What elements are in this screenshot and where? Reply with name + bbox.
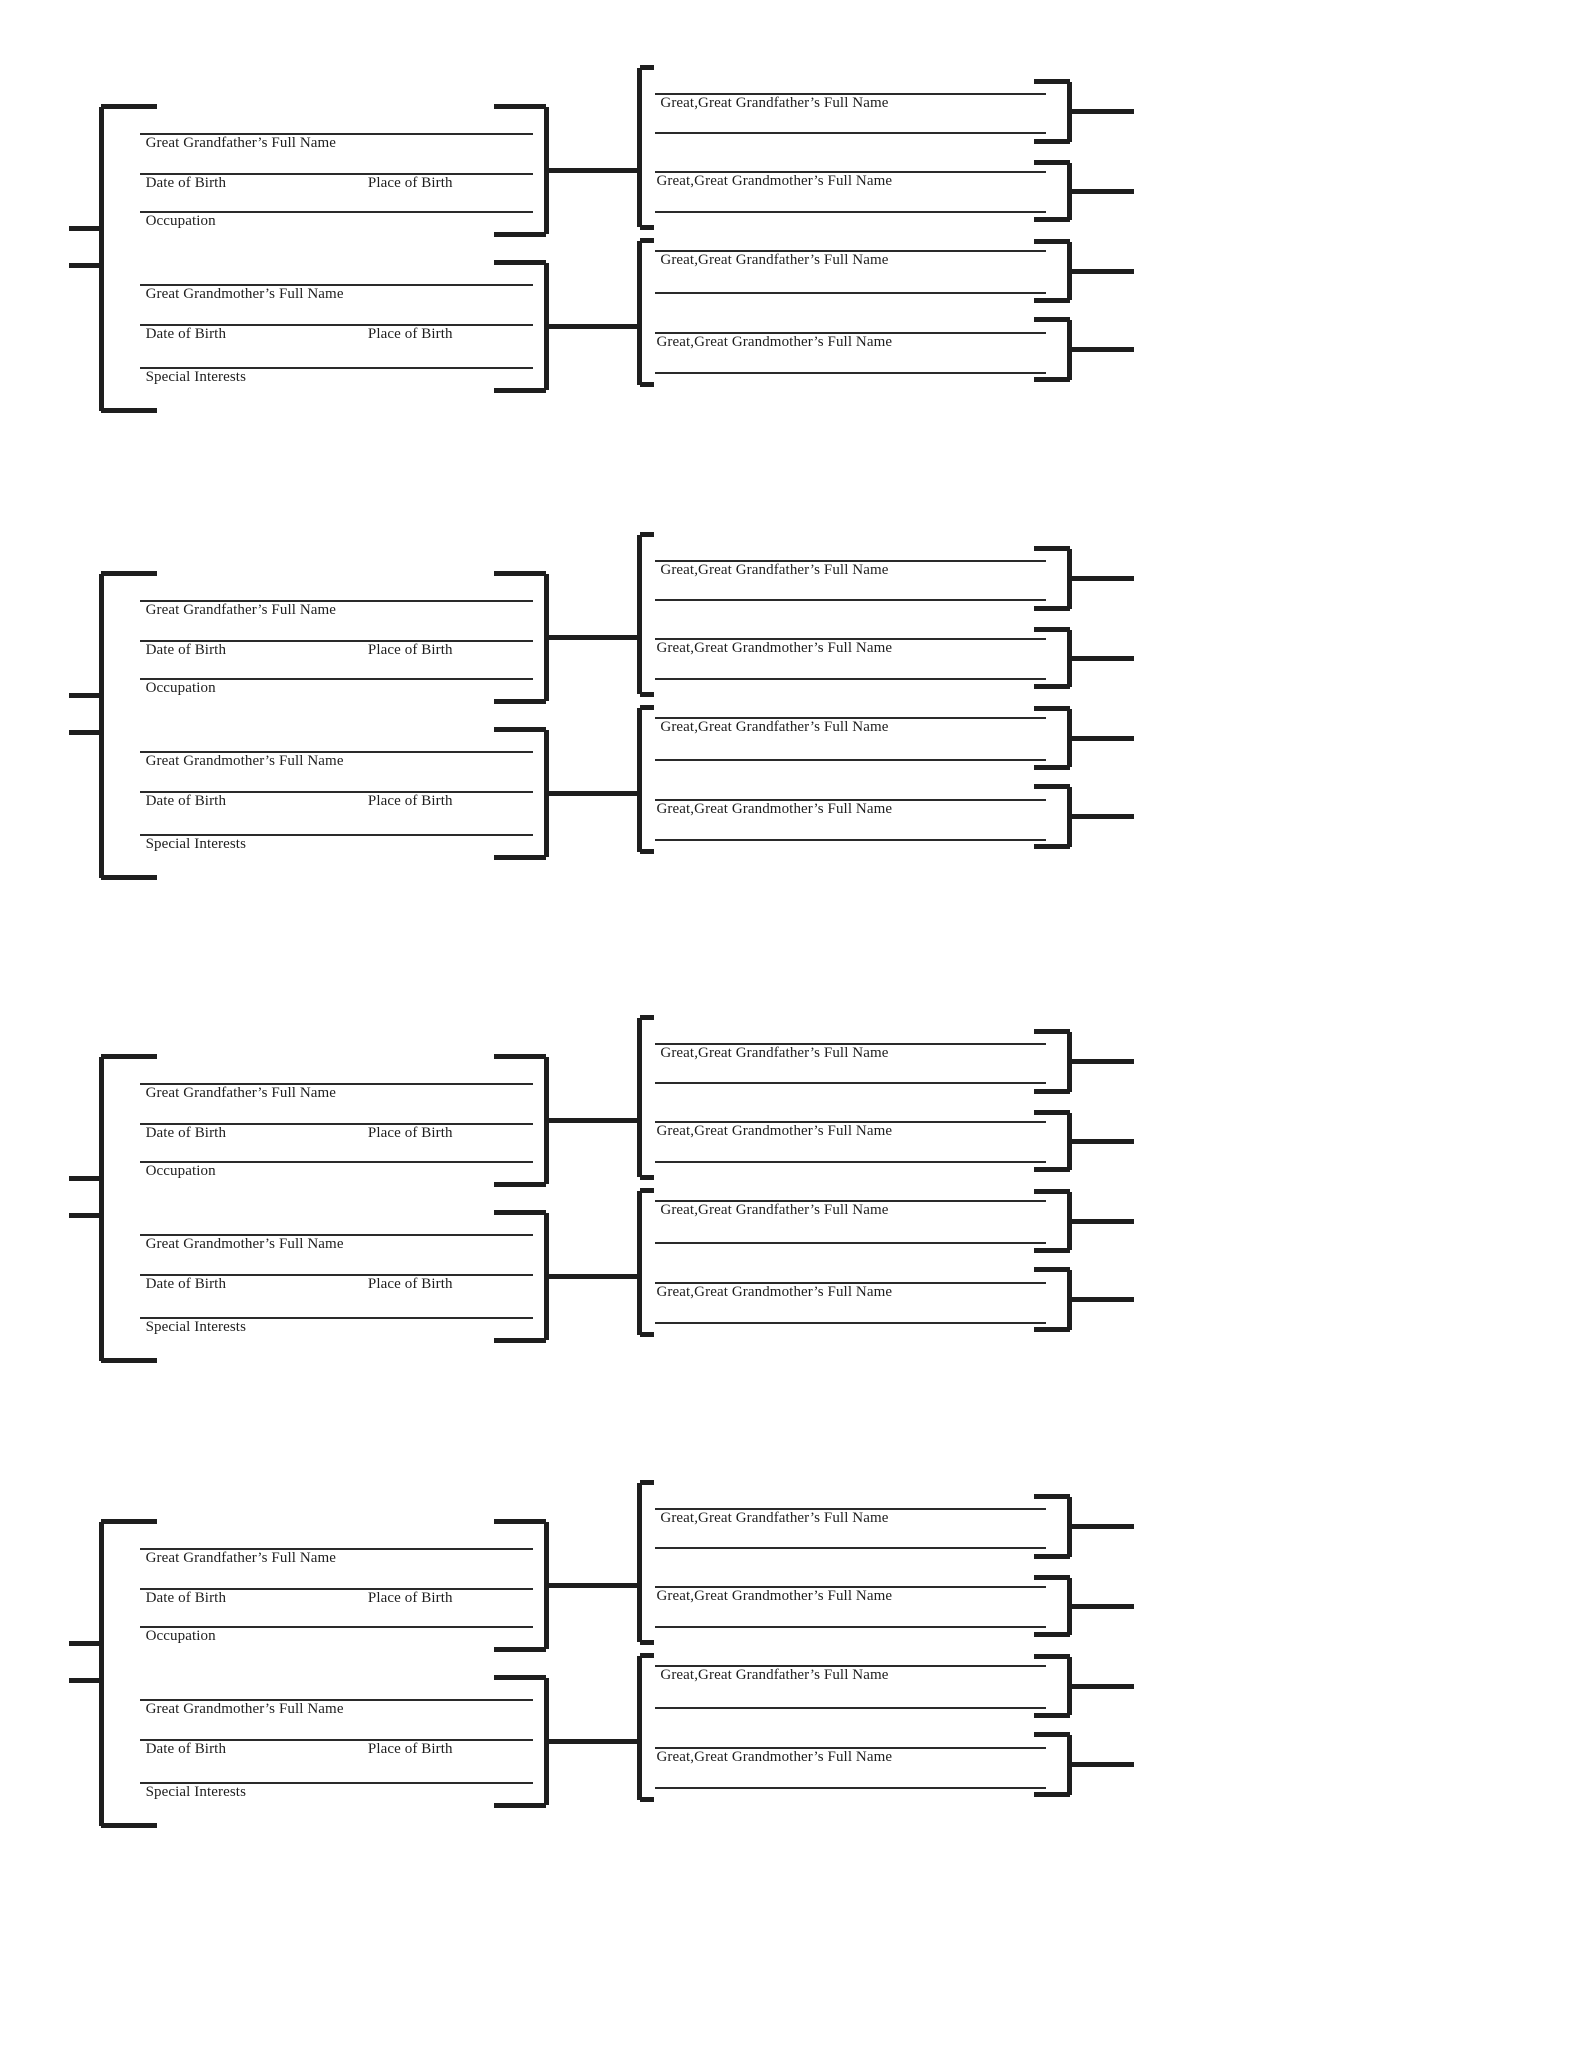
great-grandfather-name-label: Great Grandfather’s Full Name: [145, 601, 337, 618]
great-grandmother-name-label: Great Grandmother’s Full Name: [145, 285, 344, 302]
special-interests-label: Special Interests: [145, 835, 247, 852]
great-grandfather-name-label: Great Grandfather’s Full Name: [145, 134, 337, 151]
small-bracket-stub: [1070, 189, 1134, 194]
entry-field[interactable]: [655, 1637, 1046, 1663]
occupation-label: Occupation: [145, 679, 216, 696]
small-bracket-stub: [1070, 269, 1134, 274]
outer-bracket-stub: [69, 1678, 102, 1683]
family-branch-section: [0, 0, 1588, 430]
entry-field[interactable]: [655, 1480, 1046, 1506]
right-bracket-spine: [637, 241, 642, 385]
great-grandfather-name-label: Great Grandfather’s Full Name: [145, 1549, 337, 1566]
great-grandmother-name-label: Great Grandmother’s Full Name: [145, 1700, 344, 1717]
entry-rule: [655, 132, 1046, 134]
place-of-birth-label: Place of Birth: [367, 1276, 453, 1292]
entry-field[interactable]: [140, 1520, 533, 1546]
entry-field[interactable]: [140, 1754, 533, 1780]
entry-field[interactable]: [140, 183, 533, 209]
great-great-grandfather-name-label: Great,Great Grandfather’s Full Name: [660, 1509, 889, 1526]
outer-bracket-stub: [69, 1641, 102, 1646]
small-bracket-bottom: [1034, 1248, 1070, 1253]
small-bracket-stub: [1070, 1219, 1134, 1224]
middle-bracket-bottom: [494, 388, 546, 393]
right-bracket-top: [640, 532, 654, 537]
entry-field[interactable]: [655, 532, 1046, 558]
small-bracket-stub: [1070, 1762, 1134, 1767]
great-great-grandfather-name-label: Great,Great Grandfather’s Full Name: [660, 1201, 889, 1218]
great-great-grandfather-name-label: Great,Great Grandfather’s Full Name: [660, 1666, 889, 1683]
right-bracket-spine: [637, 1018, 642, 1178]
special-interests-label: Special Interests: [145, 1783, 247, 1800]
right-bracket-bottom: [640, 382, 654, 387]
entry-field[interactable]: [655, 1015, 1046, 1041]
middle-bracket-bottom: [494, 1338, 546, 1343]
small-bracket-bottom: [1034, 765, 1070, 770]
entry-rule: [655, 1626, 1046, 1628]
great-great-grandfather-name-label: Great,Great Grandfather’s Full Name: [660, 561, 889, 578]
special-interests-label: Special Interests: [145, 368, 247, 385]
small-bracket-bottom: [1034, 1713, 1070, 1718]
small-bracket-stub: [1070, 1297, 1134, 1302]
small-bracket-stub: [1070, 109, 1134, 114]
outer-bracket-stub: [69, 1176, 102, 1181]
date-of-birth-label: Date of Birth: [145, 793, 227, 809]
great-great-grandfather-name-label: Great,Great Grandfather’s Full Name: [660, 94, 889, 111]
middle-bracket-bottom: [494, 1182, 546, 1187]
small-bracket-stub: [1070, 1059, 1134, 1064]
entry-field[interactable]: [140, 296, 533, 322]
date-of-birth-label: Date of Birth: [145, 175, 227, 192]
entry-field[interactable]: [140, 1671, 533, 1697]
great-great-grandmother-name-label: Great,Great Grandmother’s Full Name: [656, 1748, 893, 1765]
entry-field[interactable]: [655, 1133, 1046, 1159]
date-of-birth-label: Date of Birth: [145, 1590, 227, 1607]
family-branch-section: [0, 1415, 1588, 1845]
small-bracket-stub: [1070, 656, 1134, 661]
right-bracket-top: [640, 1188, 654, 1193]
outer-bracket-stub: [69, 263, 102, 268]
place-of-birth-label: Place of Birth: [367, 642, 453, 659]
right-bracket-bottom: [640, 225, 654, 230]
entry-field[interactable]: [655, 264, 1046, 290]
family-branch-section: [0, 467, 1588, 897]
right-bracket-top: [640, 65, 654, 70]
entry-field[interactable]: [140, 1133, 533, 1159]
right-bracket-spine: [637, 68, 642, 228]
right-bracket-bottom: [640, 1175, 654, 1180]
entry-field[interactable]: [655, 345, 1046, 371]
connector-line: [546, 635, 637, 640]
great-great-grandmother-name-label: Great,Great Grandmother’s Full Name: [656, 333, 893, 350]
small-bracket-bottom: [1034, 1792, 1070, 1797]
small-bracket-stub: [1070, 576, 1134, 581]
small-bracket-bottom: [1034, 377, 1070, 382]
entry-field[interactable]: [655, 1598, 1046, 1624]
date-of-birth-label: Date of Birth: [145, 1276, 227, 1292]
outer-bracket-bottom: [101, 1358, 157, 1363]
entry-field[interactable]: [655, 731, 1046, 757]
small-bracket-stub: [1070, 814, 1134, 819]
entry-rule: [655, 211, 1046, 213]
right-bracket-top: [640, 705, 654, 710]
middle-bracket-bottom: [494, 699, 546, 704]
small-bracket-stub: [1070, 1604, 1134, 1609]
right-bracket-bottom: [640, 1332, 654, 1337]
entry-field[interactable]: [140, 339, 533, 365]
entry-field[interactable]: [140, 763, 533, 789]
entry-field[interactable]: [655, 1719, 1046, 1745]
place-of-birth-label: Place of Birth: [367, 793, 453, 809]
small-bracket-stub: [1070, 1139, 1134, 1144]
date-of-birth-label: Date of Birth: [145, 1741, 227, 1757]
entry-field[interactable]: [655, 771, 1046, 797]
entry-rule: [655, 1707, 1046, 1709]
entry-field[interactable]: [655, 1558, 1046, 1584]
great-great-grandmother-name-label: Great,Great Grandmother’s Full Name: [656, 1587, 893, 1604]
entry-field[interactable]: [140, 1561, 533, 1587]
date-of-birth-label: Date of Birth: [145, 326, 227, 342]
entry-field[interactable]: [655, 304, 1046, 330]
date-of-birth-label: Date of Birth: [145, 1125, 227, 1142]
entry-field[interactable]: [655, 610, 1046, 636]
great-great-grandmother-name-label: Great,Great Grandmother’s Full Name: [656, 800, 893, 817]
entry-field[interactable]: [655, 571, 1046, 597]
occupation-label: Occupation: [145, 212, 216, 229]
place-of-birth-label: Place of Birth: [367, 326, 453, 342]
right-bracket-top: [640, 1015, 654, 1020]
great-great-grandmother-name-label: Great,Great Grandmother’s Full Name: [656, 172, 893, 189]
entry-field[interactable]: [655, 1254, 1046, 1280]
connector-line: [546, 1739, 637, 1744]
right-bracket-spine: [637, 1191, 642, 1335]
right-bracket-bottom: [640, 692, 654, 697]
outer-bracket-bottom: [101, 408, 157, 413]
entry-field[interactable]: [655, 1760, 1046, 1786]
entry-field[interactable]: [140, 1598, 533, 1624]
connector-line: [546, 1274, 637, 1279]
great-great-grandfather-name-label: Great,Great Grandfather’s Full Name: [660, 251, 889, 268]
entry-rule: [655, 1787, 1046, 1789]
small-bracket-bottom: [1034, 1327, 1070, 1332]
date-of-birth-label: Date of Birth: [145, 642, 227, 659]
place-of-birth-label: Place of Birth: [367, 1590, 453, 1607]
outer-bracket-spine: [99, 1057, 104, 1361]
place-of-birth-label: Place of Birth: [367, 175, 453, 192]
entry-field[interactable]: [140, 105, 533, 131]
entry-field[interactable]: [140, 1206, 533, 1232]
middle-bracket-bottom: [494, 1803, 546, 1808]
family-branch-section: [0, 950, 1588, 1380]
great-great-grandfather-name-label: Great,Great Grandfather’s Full Name: [660, 718, 889, 735]
entry-field[interactable]: [655, 104, 1046, 130]
place-of-birth-label: Place of Birth: [367, 1125, 453, 1142]
small-bracket-stub: [1070, 347, 1134, 352]
occupation-label: Occupation: [145, 1627, 216, 1644]
entry-field[interactable]: [140, 256, 533, 282]
connector-line: [546, 1118, 637, 1123]
entry-rule: [655, 839, 1046, 841]
entry-rule: [655, 1082, 1046, 1084]
entry-field[interactable]: [140, 723, 533, 749]
entry-rule: [655, 1547, 1046, 1549]
entry-field[interactable]: [140, 1055, 533, 1081]
great-great-grandmother-name-label: Great,Great Grandmother’s Full Name: [656, 1122, 893, 1139]
outer-bracket-spine: [99, 107, 104, 411]
right-bracket-spine: [637, 708, 642, 852]
small-bracket-stub: [1070, 736, 1134, 741]
entry-rule: [655, 1161, 1046, 1163]
entry-rule: [655, 759, 1046, 761]
entry-field[interactable]: [655, 222, 1046, 248]
great-grandmother-name-label: Great Grandmother’s Full Name: [145, 1235, 344, 1252]
outer-bracket-bottom: [101, 1823, 157, 1828]
occupation-label: Occupation: [145, 1162, 216, 1179]
place-of-birth-label: Place of Birth: [367, 1741, 453, 1757]
right-bracket-spine: [637, 1656, 642, 1800]
middle-bracket-bottom: [494, 232, 546, 237]
outer-bracket-stub: [69, 226, 102, 231]
right-bracket-top: [640, 238, 654, 243]
middle-bracket-bottom: [494, 1647, 546, 1652]
entry-field[interactable]: [140, 146, 533, 172]
great-great-grandmother-name-label: Great,Great Grandmother’s Full Name: [656, 639, 893, 656]
great-great-grandfather-name-label: Great,Great Grandfather’s Full Name: [660, 1044, 889, 1061]
right-bracket-top: [640, 1653, 654, 1658]
entry-field[interactable]: [140, 1711, 533, 1737]
outer-bracket-stub: [69, 730, 102, 735]
entry-field[interactable]: [655, 1214, 1046, 1240]
right-bracket-bottom: [640, 1797, 654, 1802]
right-bracket-top: [640, 1480, 654, 1485]
connector-line: [546, 1583, 637, 1588]
entry-field[interactable]: [140, 1246, 533, 1272]
entry-field[interactable]: [140, 650, 533, 676]
entry-field[interactable]: [655, 143, 1046, 169]
outer-bracket-bottom: [101, 875, 157, 880]
entry-rule: [655, 599, 1046, 601]
right-bracket-spine: [637, 1483, 642, 1643]
entry-field[interactable]: [655, 1172, 1046, 1198]
outer-bracket-spine: [99, 1522, 104, 1826]
entry-field[interactable]: [140, 572, 533, 598]
special-interests-label: Special Interests: [145, 1318, 247, 1335]
great-great-grandmother-name-label: Great,Great Grandmother’s Full Name: [656, 1283, 893, 1300]
outer-bracket-stub: [69, 693, 102, 698]
outer-bracket-stub: [69, 1213, 102, 1218]
right-bracket-spine: [637, 535, 642, 695]
small-bracket-bottom: [1034, 844, 1070, 849]
entry-field[interactable]: [655, 65, 1046, 91]
middle-bracket-bottom: [494, 855, 546, 860]
entry-rule: [655, 1322, 1046, 1324]
entry-field[interactable]: [655, 1054, 1046, 1080]
entry-field[interactable]: [655, 812, 1046, 838]
entry-field[interactable]: [140, 1096, 533, 1122]
entry-field[interactable]: [655, 1295, 1046, 1321]
connector-line: [546, 168, 637, 173]
entry-rule: [655, 372, 1046, 374]
entry-field[interactable]: [140, 1289, 533, 1315]
small-bracket-stub: [1070, 1524, 1134, 1529]
outer-bracket-spine: [99, 574, 104, 878]
right-bracket-bottom: [640, 1640, 654, 1645]
connector-line: [546, 791, 637, 796]
connector-line: [546, 324, 637, 329]
entry-rule: [655, 1242, 1046, 1244]
entry-field[interactable]: [655, 689, 1046, 715]
entry-rule: [655, 292, 1046, 294]
entry-field[interactable]: [655, 1679, 1046, 1705]
entry-field[interactable]: [655, 183, 1046, 209]
right-bracket-bottom: [640, 849, 654, 854]
great-grandfather-name-label: Great Grandfather’s Full Name: [145, 1084, 337, 1101]
entry-field[interactable]: [140, 613, 533, 639]
small-bracket-stub: [1070, 1684, 1134, 1689]
entry-field[interactable]: [655, 1519, 1046, 1545]
entry-field[interactable]: [140, 806, 533, 832]
entry-field[interactable]: [655, 1093, 1046, 1119]
entry-field[interactable]: [655, 650, 1046, 676]
great-grandmother-name-label: Great Grandmother’s Full Name: [145, 752, 344, 769]
small-bracket-bottom: [1034, 298, 1070, 303]
entry-rule: [655, 678, 1046, 680]
